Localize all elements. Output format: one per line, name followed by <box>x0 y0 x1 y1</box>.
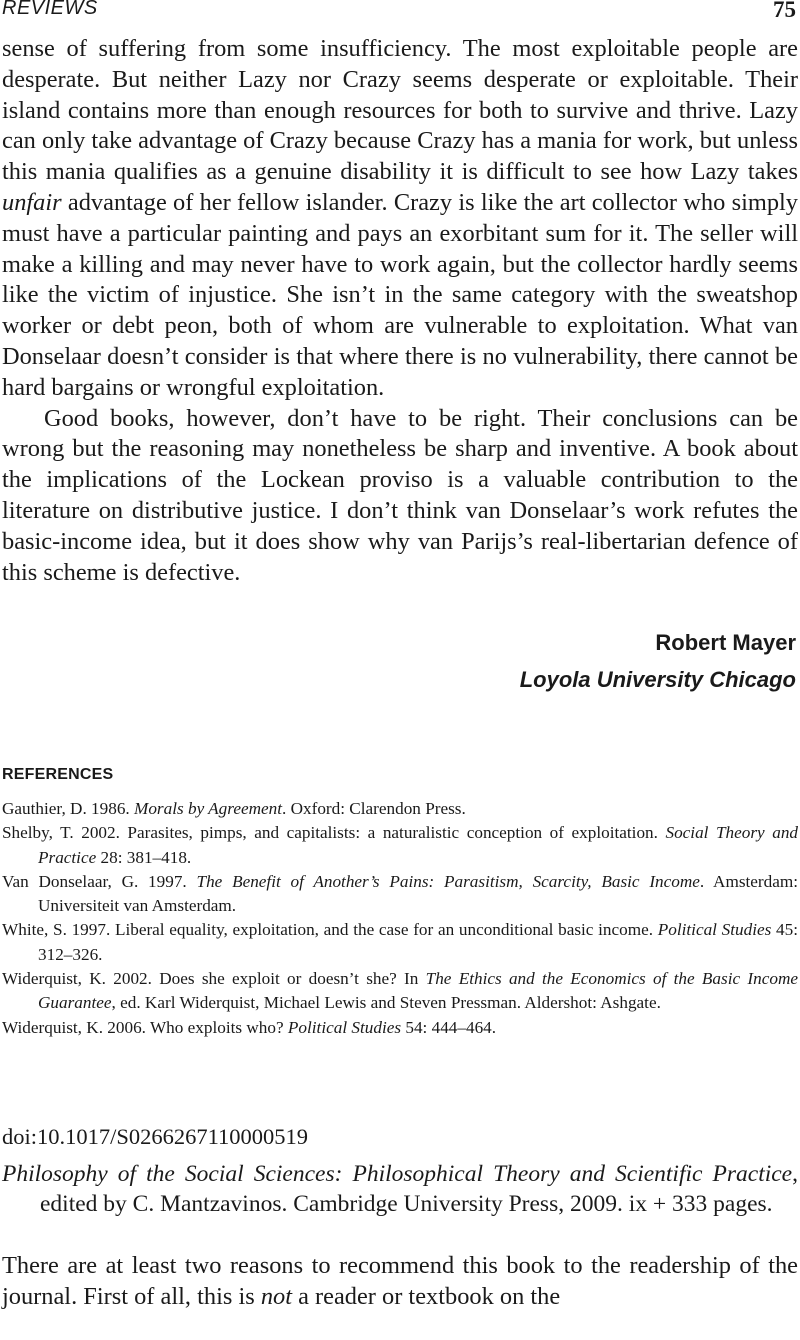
text-run: sense of suffering from some insufficiency. The most exploitable people are desperate. But neither Lazy nor Crazy seems desperate or exploitable. Their island contains more than enough resources for both to survive and thrive. Lazy can only take advantage of Crazy because Crazy has a mania for work, but unless this mania qualifies as a genuine disability it is difficult to see how Lazy takes <box>2 35 798 186</box>
italic-text: The Ethics and the Economics of the Basic Income Guarantee <box>38 969 798 1013</box>
reference-item <box>2 1016 798 1040</box>
italic-text: Political Studies <box>657 920 772 940</box>
paragraph-1 <box>2 34 798 404</box>
italic-text: not <box>260 1283 292 1310</box>
italic-text: Philosophy of the Social Sciences: Philosophical Theory and Scientific Practice <box>2 1161 793 1187</box>
running-head: REVIEWS <box>2 0 98 19</box>
text-run: , edited by C. Mantzavinos. Cambridge University Press, 2009. ix + 333 pages. <box>40 1161 798 1217</box>
text-run: . Oxford: Clarendon Press. <box>282 799 466 818</box>
italic-text: The Benefit of Another’s Pains: Parasitism, Scarcity, Basic Income <box>196 871 700 891</box>
text-run: Widerquist, K. 2002. Does she exploit or doesn’t she? In <box>2 969 426 989</box>
reviewed-book-entry <box>2 1160 798 1219</box>
paragraph-2 <box>2 404 798 589</box>
doi-link[interactable]: doi:10.1017/S0266267110000519 <box>2 1124 309 1149</box>
reference-item <box>2 870 798 919</box>
review-body <box>2 34 798 588</box>
text-run: 54: 444–464. <box>401 1017 497 1037</box>
text-run: Good books, however, don’t have to be right. Their conclusions can be wrong but the reasoning may nonetheless be sharp and inventive. A book about the implications of the Lockean proviso is a valuable contribution to the literature on distributive justice. I don’t think van Donselaar’s work refutes the basic-income idea, but it does show why van Parijs’s real-libertarian defence of this scheme is defective. <box>2 404 798 586</box>
italic-text: Morals by Agreement <box>134 799 282 818</box>
text-run: 28: 381–418. <box>96 847 192 867</box>
reference-item <box>2 967 798 1016</box>
reference-item <box>2 797 798 821</box>
text-run: There are at least two reasons to recommend this book to the readership of the journal. First of all, this is <box>2 1252 798 1310</box>
text-run: . Amsterdam: Universiteit van Amsterdam. <box>38 871 799 916</box>
references-list <box>2 797 798 1040</box>
text-run: 45: 312–326. <box>38 920 798 964</box>
reviewer-affiliation: Loyola University Chicago <box>519 667 796 692</box>
italic-text: Social Theory and Practice <box>38 823 799 867</box>
review-intro-paragraph <box>2 1250 798 1312</box>
page-number: 75 <box>773 0 796 22</box>
text-run: Van Donselaar, G. 1997. <box>2 871 197 891</box>
text-run: , ed. Karl Widerquist, Michael Lewis and Steven Pressman. Aldershot: Ashgate. <box>111 993 661 1013</box>
page-header <box>0 0 800 24</box>
references-heading: REFERENCES <box>2 766 114 783</box>
text-run: Widerquist, K. 2006. Who exploits who? <box>2 1017 288 1037</box>
reviewer-name: Robert Mayer <box>655 630 796 655</box>
italic-text: unfair <box>2 188 62 216</box>
italic-text: Political Studies <box>287 1017 402 1037</box>
reference-item <box>2 821 798 870</box>
text-run: Gauthier, D. 1986. <box>2 799 135 818</box>
text-run: advantage of her fellow islander. Crazy is like the art collector who simply must have a particular painting and pays an exorbitant sum for it. The seller will make a killing and may never have to work again, but the collector hardly seems like the victim of injustice. She isn’t in the same category with the sweatshop worker or debt peon, both of whom are vulnerable to exploitation. What van Donselaar doesn’t consider is that where there is no vulnerability, there cannot be hard bargains or wrongful exploitation. <box>2 188 798 401</box>
text-run: a reader or textbook on the <box>291 1283 561 1310</box>
reference-item <box>2 918 798 967</box>
text-run: White, S. 1997. Liberal equality, exploitation, and the case for an unconditional basic income. <box>2 920 658 940</box>
text-run: Shelby, T. 2002. Parasites, pimps, and capitalists: a naturalistic conception of exploitation. <box>2 823 666 843</box>
